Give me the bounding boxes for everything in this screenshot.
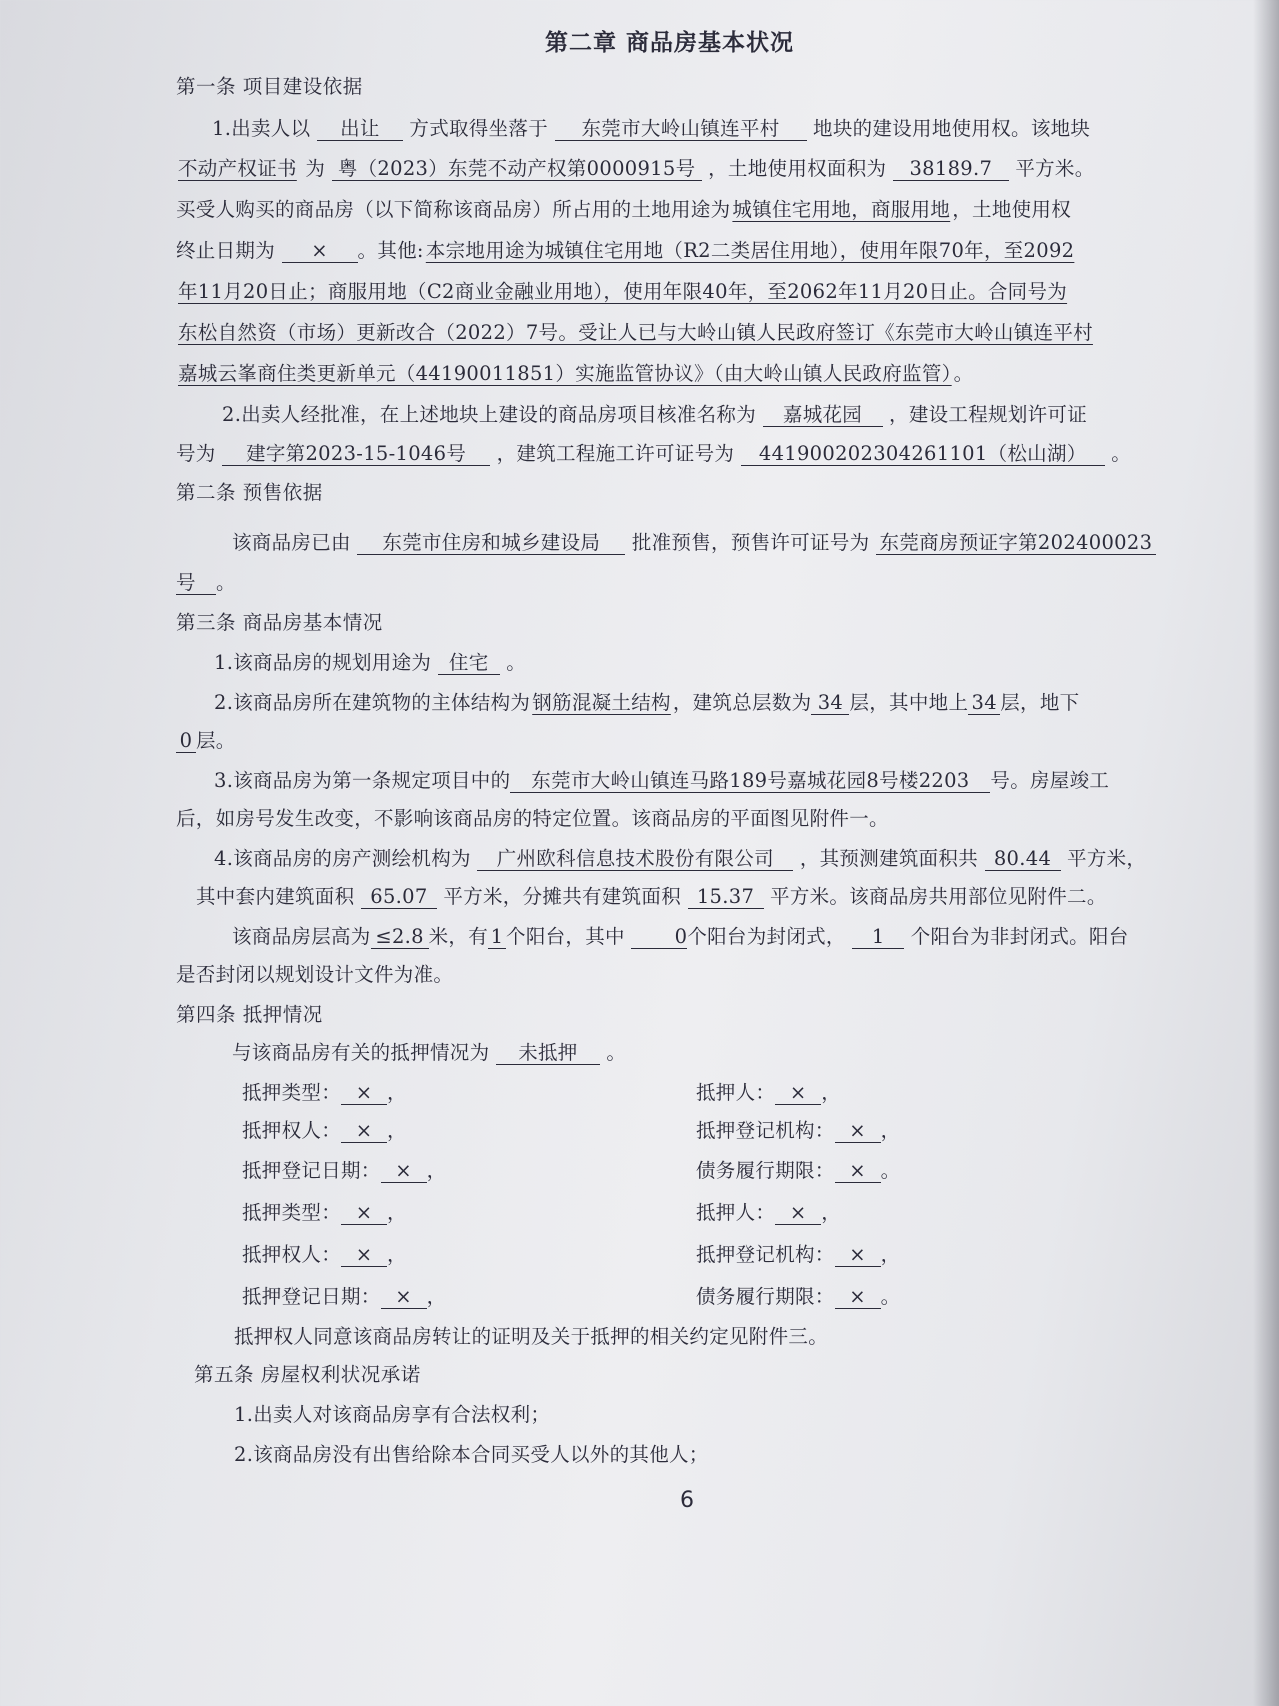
- article-1-line-6: [0, 320, 1279, 346]
- mortgage-date-1: 抵押登记日期： × ，: [242, 1159, 447, 1182]
- acquisition-method: 出让: [317, 118, 403, 141]
- article-1-line-8: 2.出卖人经批准，在上述地块上建设的商品房项目核准名称为 嘉城花园 ，建设工程规划许可证: [222, 403, 1088, 426]
- mortgage-type-1: 抵押类型： × ，: [242, 1081, 407, 1104]
- article-5-heading: 第五条 房屋权利状况承诺: [194, 1363, 421, 1386]
- mortgagor-1: 抵押人： × ，: [696, 1081, 842, 1104]
- other-terms-4: 嘉城云峯商住类更新单元（44190011851）实施监管协议》（由大岭山镇人民政府监管）: [178, 362, 952, 385]
- article-3-line-2: 2.该商品房所在建筑物的主体结构为 钢筋混凝土结构 ，建筑总层数为 34 层，其中地上 34 层，地下: [214, 691, 1080, 714]
- land-location: 东莞市大岭山镇连平村: [555, 118, 807, 141]
- page-edge-shadow: [1253, 0, 1279, 1706]
- article-1-line-5: [0, 279, 1279, 305]
- above-ground-floors: 34: [968, 692, 1000, 715]
- other-terms-1: 本宗地用途为城镇住宅用地（R2二类居住用地），使用年限70年，至2092: [425, 239, 1075, 262]
- article-5-item-2: 2.该商品房没有出售给除本合同买受人以外的其他人；: [234, 1443, 709, 1466]
- article-1-line-3: 买受人购买的商品房（以下简称该商品房）所占用的土地用途为 城镇住宅用地，商服用地 ，土地使用权: [176, 198, 1072, 221]
- mortgage-status: 未抵押: [496, 1042, 600, 1065]
- article-2-line-2: 号 。: [176, 571, 236, 594]
- other-terms-2: 年11月20日止；商服用地（C2商业金融业用地），使用年限40年，至2062年11月20日止。合同号为: [178, 280, 1068, 303]
- article-3-line-9: 是否封闭以规划设计文件为准。: [176, 963, 454, 986]
- article-3-line-4: 3.该商品房为第一条规定项目中的 东莞市大岭山镇连马路189号嘉城花园8号楼2203 号。房屋竣工: [214, 769, 1110, 792]
- debt-term-1: 债务履行期限： × 。: [696, 1159, 901, 1182]
- article-3-line-6: 4.该商品房的房产测绘机构为 广州欧科信息技术股份有限公司 ，其预测建筑面积共 80.44 平方米，: [214, 847, 1147, 870]
- article-3-line-1: 1.该商品房的规划用途为 住宅 。: [214, 651, 527, 674]
- mortgage-date-2: 抵押登记日期： × ，: [242, 1285, 447, 1308]
- survey-organization: 广州欧科信息技术股份有限公司: [477, 848, 793, 871]
- article-5-item-1: 1.出卖人对该商品房享有合法权利；: [234, 1403, 551, 1426]
- article-2-heading: 第二条 预售依据: [176, 481, 323, 504]
- mortgage-footer: 抵押权人同意该商品房转让的证明及关于抵押的相关约定见附件三。: [234, 1325, 829, 1348]
- mortgagor-2: 抵押人： × ，: [696, 1201, 842, 1224]
- land-use-end-date: ×: [282, 240, 358, 263]
- article-1-line-4: 终止日期为 × 。其他: 本宗地用途为城镇住宅用地（R2二类居住用地），使用年限70年，至2092: [176, 239, 1075, 262]
- mortgage-registry-1: 抵押登记机构： × ，: [696, 1119, 901, 1142]
- mortgage-registry-2: 抵押登记机构： × ，: [696, 1243, 901, 1266]
- unit-address: 东莞市大岭山镇连马路189号嘉城花园8号楼2203: [510, 770, 990, 793]
- article-3-line-5: 后，如房号发生改变，不影响该商品房的特定位置。该商品房的平面图见附件一。: [176, 807, 889, 830]
- other-terms-3: 东松自然资（市场）更新改合（2022）7号。受让人已与大岭山镇人民政府签订《东莞市大岭山镇连平村: [178, 321, 1093, 344]
- project-name: 嘉城花园: [763, 404, 883, 427]
- planning-permit-number: 建字第2023-15-1046号: [222, 443, 490, 466]
- balcony-count: 1: [488, 926, 506, 949]
- mortgage-status-line: 与该商品房有关的抵押情况为 未抵押 。: [232, 1041, 627, 1064]
- certificate-number: 粤（2023）东莞不动产权第0000915号: [332, 158, 702, 181]
- construction-permit-number: 441900202304261101（松山湖）: [741, 443, 1105, 466]
- article-1-line-1: 1.出卖人以 出让 方式取得坐落于 东莞市大岭山镇连平村 地块的建设用地使用权。该地块: [212, 117, 1091, 140]
- article-4-heading: 第四条 抵押情况: [176, 1003, 323, 1026]
- article-3-line-7: 其中套内建筑面积 65.07 平方米，分摊共有建筑面积 15.37 平方米。该商品房共用部位见附件二。: [196, 885, 1107, 908]
- chapter-title: 第二章 商品房基本状况: [545, 29, 795, 56]
- article-1-line-2: 不动产权证书 为 粤（2023）东莞不动产权第0000915号 ，土地使用权面积为 38189.7 平方米。: [178, 157, 1095, 180]
- page-number: 6: [680, 1488, 695, 1513]
- article-1-heading: 第一条 项目建设依据: [176, 75, 363, 98]
- inner-floor-area: 65.07: [361, 886, 437, 909]
- shared-floor-area: 15.37: [688, 886, 764, 909]
- closed-balcony-count: 0: [631, 926, 687, 949]
- mortgagee-1: 抵押权人： × ，: [242, 1119, 407, 1142]
- total-floors: 34: [811, 692, 849, 715]
- gross-floor-area: 80.44: [985, 848, 1061, 871]
- article-1-line-7: 嘉城云峯商住类更新单元（44190011851）实施监管协议》（由大岭山镇人民政府监管） 。: [178, 362, 974, 385]
- open-balcony-count: 1: [852, 926, 904, 949]
- planned-purpose: 住宅: [438, 652, 500, 675]
- floor-height: ≤2.8: [371, 926, 429, 949]
- article-3-heading: 第三条 商品房基本情况: [176, 611, 383, 634]
- mortgagee-2: 抵押权人： × ，: [242, 1243, 407, 1266]
- land-area: 38189.7: [893, 158, 1009, 181]
- land-use: 城镇住宅用地，商服用地: [732, 198, 951, 221]
- mortgage-type-2: 抵押类型： × ，: [242, 1201, 407, 1224]
- main-structure: 钢筋混凝土结构: [532, 691, 671, 714]
- debt-term-2: 债务履行期限： × 。: [696, 1285, 901, 1308]
- article-1-line-9: 号为 建字第2023-15-1046号 ，建筑工程施工许可证号为 441900202304261101（松山湖） 。: [176, 442, 1132, 465]
- certificate-type: 不动产权证书: [178, 157, 297, 180]
- article-3-line-3: 0 层。: [0, 728, 1279, 754]
- article-2-line-1: 该商品房已由 东莞市住房和城乡建设局 批准预售，预售许可证号为 东莞商房预证字第202400023: [0, 530, 1279, 556]
- presale-license-number: 东莞商房预证字第202400023: [876, 532, 1156, 555]
- presale-authority: 东莞市住房和城乡建设局: [357, 532, 625, 555]
- article-3-line-8: 该商品房层高为 ≤2.8 米，有 1 个阳台，其中 0个阳台为封闭式， 1 个阳台为非封闭式。阳台: [232, 925, 1129, 948]
- underground-floors: 0: [176, 730, 196, 753]
